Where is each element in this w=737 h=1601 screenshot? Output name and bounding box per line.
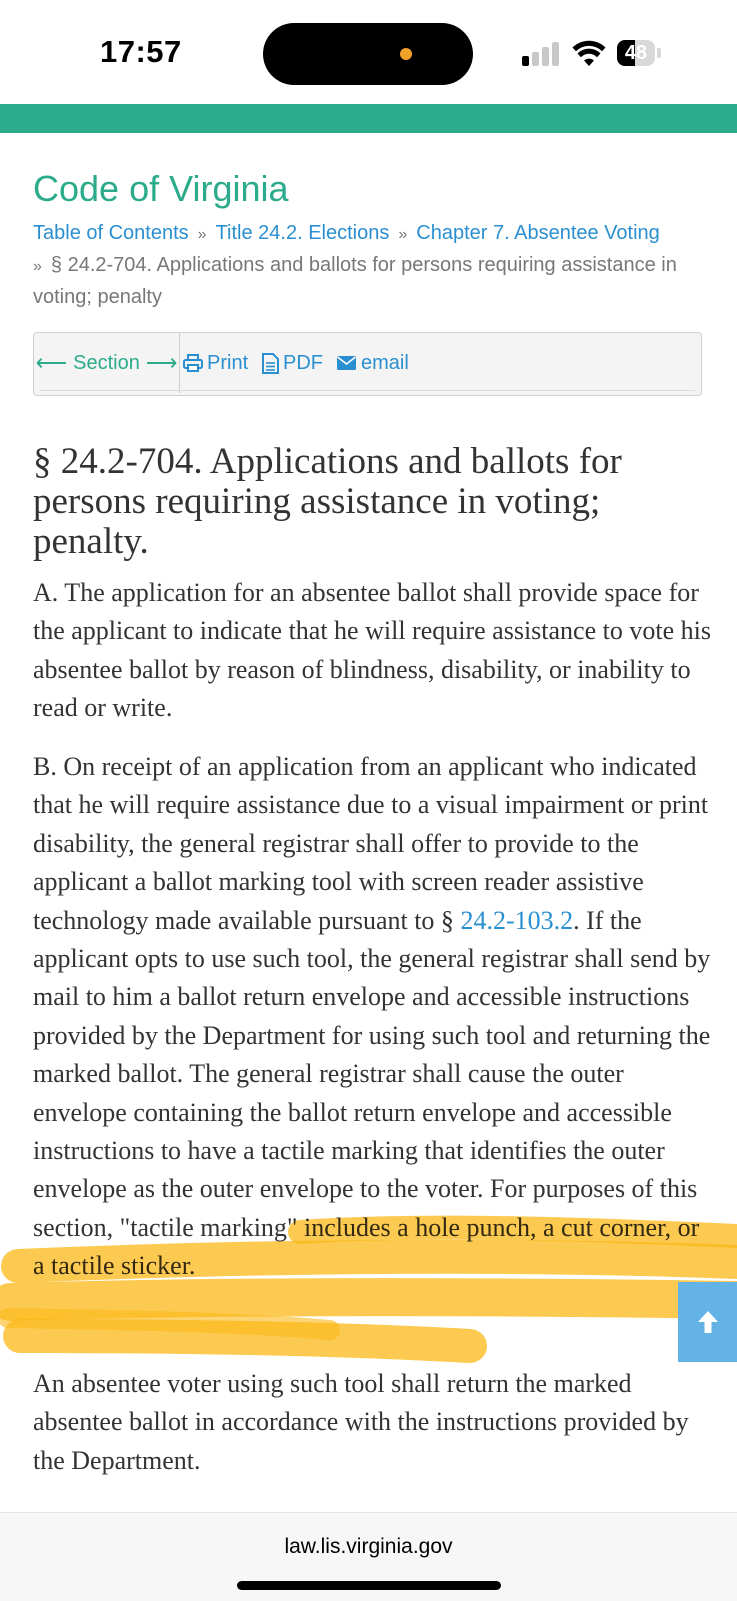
section-heading: § 24.2-704. Applications and ballots for persons requiring assistance in voting; penalty.	[33, 441, 622, 562]
breadcrumb-chapter[interactable]: Chapter 7. Absentee Voting	[416, 222, 660, 244]
email-button[interactable]	[336, 333, 409, 393]
arrow-up-icon	[696, 1309, 720, 1335]
url-text: law.lis.virginia.gov	[284, 1535, 453, 1558]
document-icon	[262, 353, 279, 374]
home-indicator	[237, 1581, 501, 1590]
next-section-icon[interactable]: ⟶	[145, 350, 178, 375]
print-button[interactable]	[183, 333, 248, 393]
wifi-icon	[572, 38, 606, 68]
scroll-to-top-button[interactable]	[678, 1282, 737, 1362]
pdf-label: PDF	[283, 351, 323, 374]
statute-link[interactable]: 24.2-103.2	[460, 905, 574, 935]
battery-icon	[617, 40, 661, 66]
print-label: Print	[207, 351, 249, 374]
paragraph-a: A. The application for an absentee ballot shall provide space for the applicant to indicate that he will require assistance to vote his absentee ballot by reason of blindness, disability, or inability to read or write.	[33, 578, 711, 723]
paragraph-b-text-cont: . If the applicant opts to use such tool, the general registrar shall send by mail to him a ballot return envelope and accessible instructions provided by the Department for using such tool and returning the marked ballot. The general registrar shall cause the outer envelope containing the ballot return envelope and accessible instructions to have a tactile marking that identifies the outer envelope as the outer envelope to the voter. For purposes of this section, "tactile marking" includes a hole punch, a cut corner, or a tactile sticker.	[33, 905, 711, 1281]
paragraph-c: An absentee voter using such tool shall return the marked absentee ballot in accordance with the instructions provided by the Department.	[33, 1369, 689, 1475]
battery-percent: 48	[624, 42, 648, 64]
paragraph-b	[33, 748, 713, 1286]
paragraph-b-text: B. On receipt of an application from an applicant who indicated that he will require assistance due to a visual impairment or print disability, the general registrar shall offer to provide to the applicant a ballot marking tool with screen reader assistive technology made available pursuant to §	[33, 752, 709, 935]
previous-section-icon[interactable]: ⟵	[35, 350, 68, 375]
section-toolbar	[33, 332, 702, 396]
section-nav	[34, 333, 180, 393]
breadcrumb	[33, 218, 713, 313]
site-title[interactable]: Code of Virginia	[33, 168, 289, 209]
recording-indicator-icon	[400, 48, 412, 60]
breadcrumb-separator: »	[197, 226, 207, 243]
cellular-signal-icon	[522, 42, 562, 66]
email-label: email	[361, 351, 409, 374]
browser-address-bar[interactable]	[0, 1512, 737, 1601]
dynamic-island	[263, 23, 473, 85]
breadcrumb-title[interactable]: Title 24.2. Elections	[215, 222, 390, 244]
envelope-icon	[336, 355, 357, 371]
breadcrumb-separator: »	[33, 258, 42, 275]
printer-icon	[183, 353, 203, 373]
breadcrumb-current: § 24.2-704. Applications and ballots for persons requiring assistance in voting; penalty	[33, 254, 677, 308]
status-bar	[0, 0, 737, 104]
section-nav-label: Section	[73, 351, 140, 374]
status-time: 17:57	[100, 34, 182, 69]
site-header-bar	[0, 104, 737, 133]
breadcrumb-table-of-contents[interactable]: Table of Contents	[33, 222, 189, 244]
pdf-button[interactable]	[262, 333, 323, 393]
breadcrumb-separator: »	[398, 226, 408, 243]
